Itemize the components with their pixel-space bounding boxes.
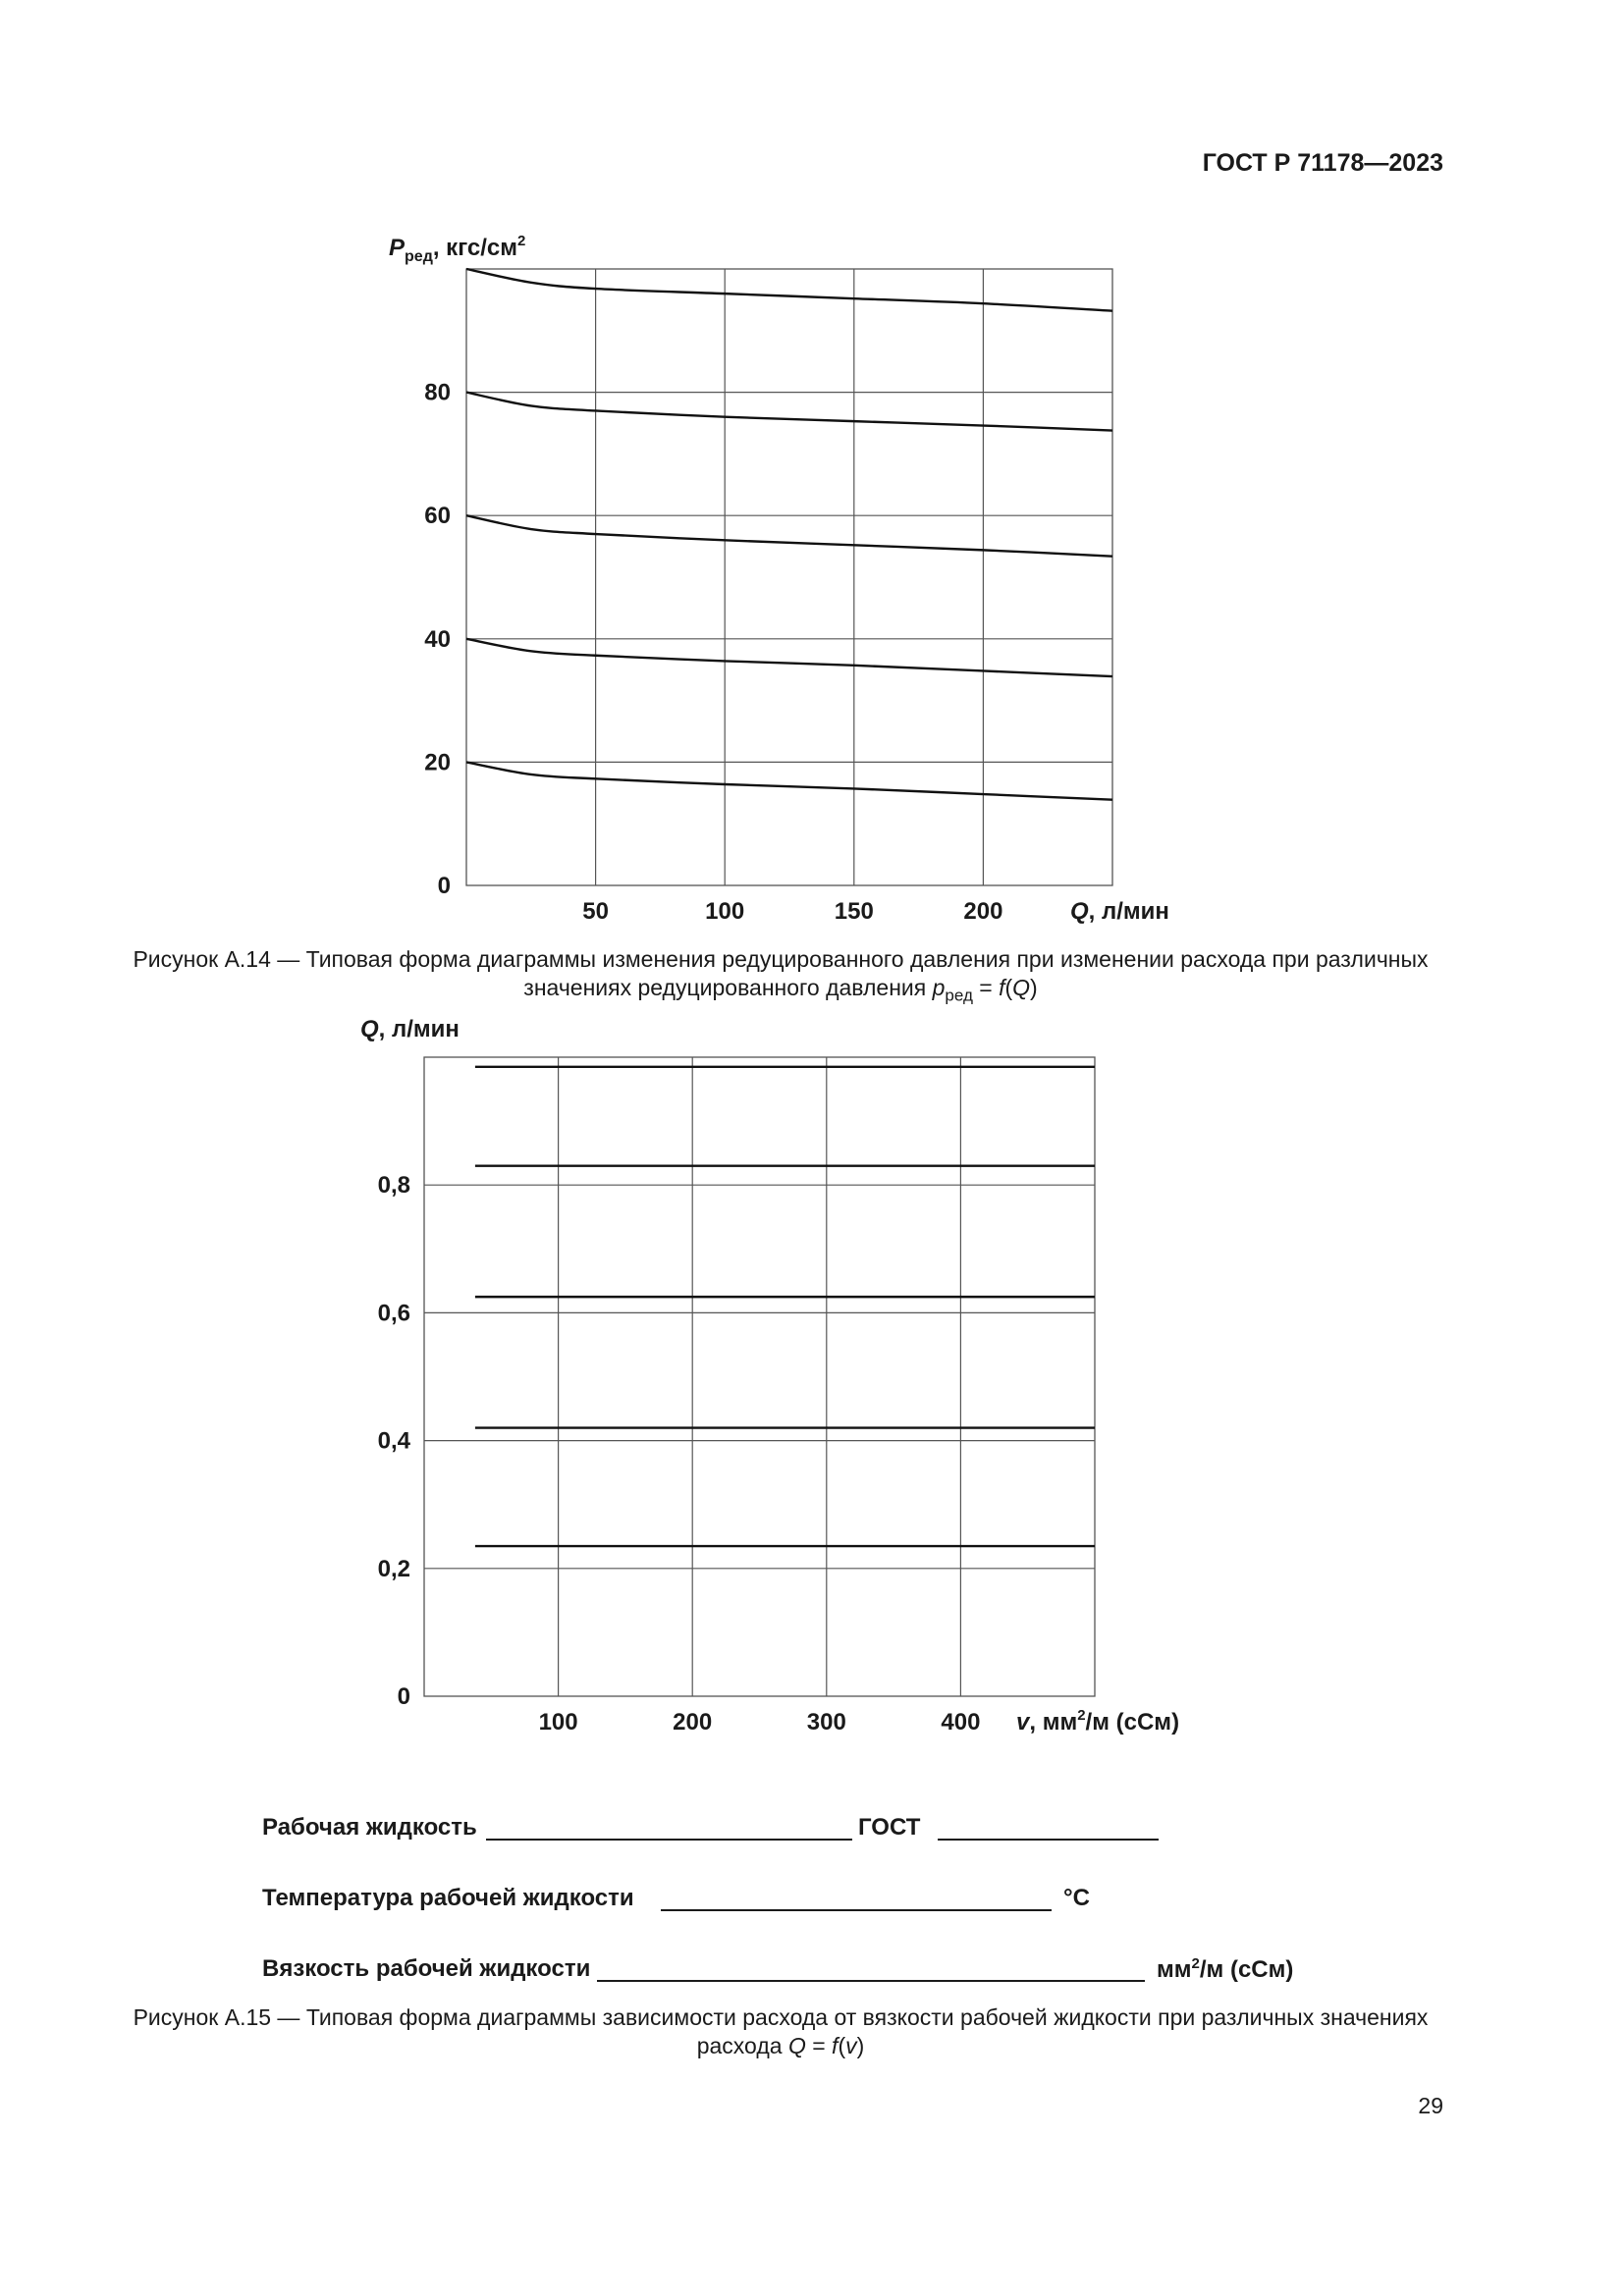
series-line bbox=[466, 762, 1112, 799]
y-axis-label: $P_{ред}$, кгс/$см^2$ bbox=[389, 233, 526, 265]
plot-frame bbox=[424, 1057, 1095, 1696]
gost-label: ГОСТ bbox=[858, 1814, 921, 1841]
chart-pressure-vs-flow bbox=[0, 0, 1624, 982]
series-line bbox=[466, 269, 1112, 311]
origin-label: 0 bbox=[397, 1683, 410, 1710]
temperature-label: Температура рабочей жидкости bbox=[262, 1885, 634, 1911]
y-tick-label: 20 bbox=[424, 749, 451, 776]
y-tick-label: 0,4 bbox=[377, 1427, 410, 1455]
y-tick-label: 0,8 bbox=[377, 1172, 410, 1200]
series-line bbox=[466, 639, 1112, 676]
chart-flow-vs-viscosity bbox=[0, 982, 1624, 1767]
figure-caption-a14: Рисунок А.14 — Типовая форма диаграммы изменения редуцированного давления при изменении расхода при различных значениях редуцированного давления $p_{ред} = f(Q)$ bbox=[133, 946, 1429, 1005]
viscosity-blank bbox=[597, 1980, 1145, 1982]
origin-label: 0 bbox=[437, 873, 451, 899]
x-tick-label: 50 bbox=[582, 898, 609, 925]
series-line bbox=[466, 393, 1112, 431]
y-tick-label: 60 bbox=[424, 503, 451, 530]
x-tick-label: 100 bbox=[705, 898, 745, 925]
plot-frame bbox=[466, 269, 1112, 885]
y-tick-label: 40 bbox=[424, 625, 451, 653]
y-tick-label: 0,2 bbox=[377, 1555, 410, 1582]
series-line bbox=[466, 515, 1112, 556]
page-number: 29 bbox=[1418, 2093, 1443, 2118]
x-axis-label: v, $мм^2/м$ (сСм) bbox=[1016, 1707, 1180, 1735]
fluid-blank bbox=[486, 1839, 852, 1841]
figure-caption-a15: Рисунок А.15 — Типовая форма диаграммы зависимости расхода от вязкости рабочей жидкости при различных значениях расхода Q = f(v) bbox=[133, 2004, 1429, 2058]
document-id: ГОСТ Р 71178—2023 bbox=[1202, 149, 1443, 177]
y-tick-label: 0,6 bbox=[377, 1300, 410, 1327]
x-axis-label: Q, л/мин bbox=[1070, 898, 1169, 925]
x-tick-label: 100 bbox=[538, 1709, 578, 1735]
x-tick-label: 200 bbox=[673, 1709, 713, 1735]
y-axis-label: Q, л/мин bbox=[360, 1016, 460, 1042]
fluid-label: Рабочая жидкость bbox=[262, 1814, 477, 1841]
x-tick-label: 150 bbox=[834, 898, 874, 925]
x-tick-label: 300 bbox=[806, 1709, 846, 1735]
temperature-blank bbox=[661, 1909, 1052, 1911]
y-tick-label: 80 bbox=[424, 379, 451, 406]
x-tick-label: 400 bbox=[941, 1709, 981, 1735]
temperature-unit: °С bbox=[1063, 1885, 1090, 1911]
viscosity-unit: $мм^2/м$ (сСм) bbox=[1157, 1955, 1294, 1983]
viscosity-label: Вязкость рабочей жидкости bbox=[262, 1955, 591, 1982]
gost-blank bbox=[938, 1839, 1159, 1841]
x-tick-label: 200 bbox=[963, 898, 1003, 925]
